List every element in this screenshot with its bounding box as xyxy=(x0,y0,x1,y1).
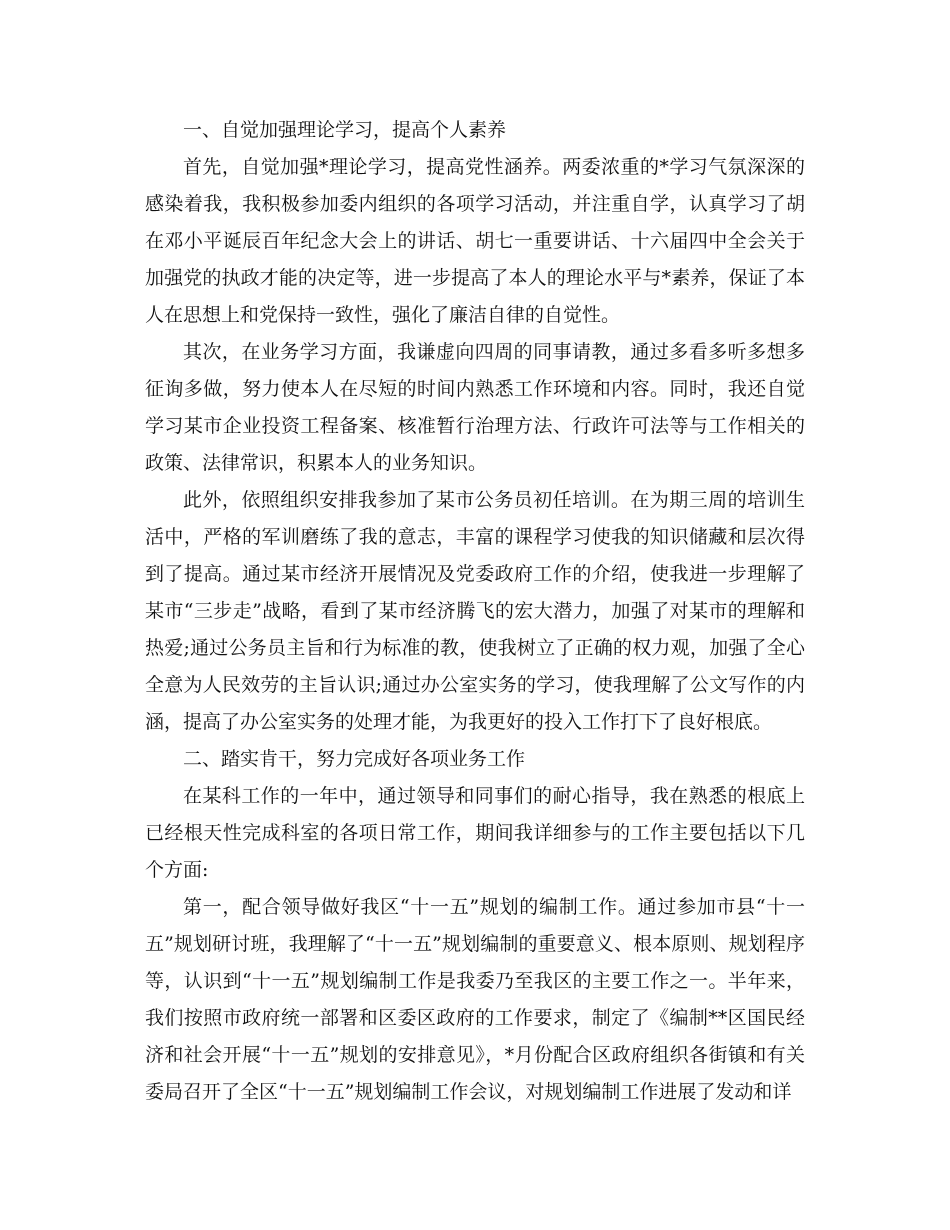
paragraph-business-study: 其次，在业务学习方面，我谦虚向四周的同事请教，通过多看多听多想多征询多做，努力使本人在尽短的时间内熟悉工作环境和内容。同时，我还自觉学习某市企业投资工程备案、核准暂行治理方法、行政许可法等与工作相关的政策、法律常识，积累本人的业务知识。 xyxy=(145,341,805,474)
section-heading-1: 一、自觉加强理论学习，提高个人素养 xyxy=(183,119,507,141)
paragraph-planning-work: 第一，配合领导做好我区“十一五”规划的编制工作。通过参加市县“十一五”规划研讨班，我理解了“十一五”规划编制的重要意义、根本原则、规划程序等，认识到“十一五”规划编制工作是我委乃至我区的主要工作之一。半年来，我们按照市政府统一部署和区委区政府的工作要求，制定了《编制**区国民经济和社会开展“十一五”规划的安排意见》，*月份配合区政府组织各街镇和有关委局召开了全区“十一五”规划编制工作会议，对规划编制工作进展了发动和详 xyxy=(145,896,805,1103)
paragraph-training: 此外，依照组织安排我参加了某市公务员初任培训。在为期三周的培训生活中，严格的军训磨练了我的意志，丰富的课程学习使我的知识储藏和层次得到了提高。通过某市经济开展情况及党委政府工作的介绍，使我进一步理解了某市“三步走”战略，看到了某市经济腾飞的宏大潜力，加强了对某市的理解和热爱;通过公务员主旨和行为标准的教，使我树立了正确的权力观，加强了全心全意为人民效劳的主旨认识;通过办公室实务的学习，使我理解了公文写作的内涵，提高了办公室实务的处理才能，为我更好的投入工作打下了良好根底。 xyxy=(145,489,805,733)
section-heading-2: 二、踏实肯干，努力完成好各项业务工作 xyxy=(183,748,526,770)
document-body xyxy=(145,112,805,1111)
paragraph-work-overview: 在某科工作的一年中，通过领导和同事们的耐心指导，我在熟悉的根底上已经根天性完成科室的各项日常工作，期间我详细参与的工作主要包括以下几个方面: xyxy=(145,785,805,881)
paragraph-theory-study: 首先，自觉加强*理论学习，提高党性涵养。两委浓重的*学习气氛深深的感染着我，我积极参加委内组织的各项学习活动，并注重自学，认真学习了胡在邓小平诞辰百年纪念大会上的讲话、胡七一重要讲话、十六届四中全会关于加强党的执政才能的决定等，进一步提高了本人的理论水平与*素养，保证了本人在思想上和党保持一致性，强化了廉洁自律的自觉性。 xyxy=(145,156,805,326)
